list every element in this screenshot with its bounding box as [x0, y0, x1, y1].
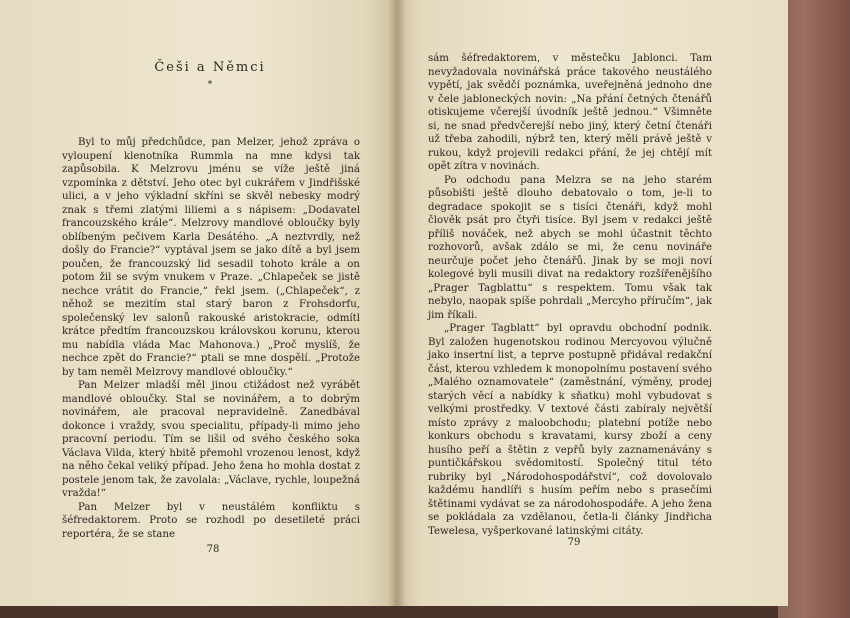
book-gutter [388, 0, 406, 606]
right-page-text [428, 52, 712, 538]
left-page [0, 0, 396, 606]
chapter-title: Češi a Němci [154, 60, 266, 75]
page-number-right: 79 [567, 537, 581, 548]
paragraph: „Prager Tagblatt“ byl opravdu obchodní podnik. Byl založen hugenotskou rodinou Mercyovou výlučně jako insertní list, a teprve postupně přidával redakční část, kterou vzhledem k monopolnímu postavení svého „Malého oznamovatele“ (zaměstnání, výměny, prodej starých věcí a nabídky k sňatku) mohl vybudovat s velkými prostředky. V textové části zabíraly největší místo zprávy z maloobchodu; platební potíže nebo konkurs obchodu s kravatami, kursy zboží a ceny husího peří a štětin z vepřů byly zaznamenávány s puntičkářskou svědomitostí. Společný titul této rubriky byl „Národohospodářství“, což dovolovalo každému handlíři s husím peřím nebo s prasečími štětinami vydávat se za národohospodáře. A jeho žena se pokládala za vzdělanou, četla-li články Jindřicha Tewelesa, vyšperkované latinskými citáty. [428, 323, 712, 537]
paragraph: Pan Melzer mladší měl jinou ctižádost než vyrábět mandlové obloučky. Stal se novinářem, a to dobrým novinářem, ale pracoval nepravidelně. Zanedbával dokonce i vraždy, svou specialitu, případy-li mimo jeho pracovní periodu. Tím se lišil od svého českého soka Václava Vilda, který hbitě přemohl vrozenou lenost, když na něho čekal veliký případ. Jeho žena ho mohla dostat z postele jenom tak, že zavolala: „Václave, rychle, loupežná vražda!“ [62, 380, 360, 499]
title-ornament: * [207, 80, 213, 90]
paragraph: Byl to můj předchůdce, pan Melzer, jehož zpráva o vyloupení klenotníka Rummla na mne kdysi tak zapůsobila. K Melzrovu jménu se víže ještě jiná vzpomínka z dětství. Jeho otec byl cukrářem v Jindřišské ulici, a v jeho výkladní skříni se skvěl nebesky modrý znak s třemi zlatými liliemi a s nápisem: „Dodavatel francouzského krále“. Melzrovy mandlové obloučky byly oblíbeným pečivem Karla Desátého. „A neztvrdly, než došly do Francie?“ vyptával jsem se jako dítě a byl jsem poučen, že francouzský lid sesadil tohoto krále a on potom žil se svým vnukem v Praze. „Chlapeček se jistě nechce vrátit do Francie,“ řekl jsem. („Chlapeček“, z něhož se mezitím stal starý baron z Frohsdorfu, společenský lev salonů rakouské aristokracie, odmítl krátce předtím francouzskou královskou korunu, kterou mu nabídla vláda Mac Mahonova.) „Proč myslíš, že nechce zpět do Francie?“ ptali se mne dospělí. „Protože by tam neměl Melzrovy mandlové obloučky.“ [62, 137, 360, 378]
page-number-left: 78 [206, 544, 220, 555]
left-page-text [62, 136, 360, 541]
paragraph: sám šéfredaktorem, v městečku Jablonci. Tam nevyžadovala novinářská práce takového neustálého vypětí, jak svědčí poznámka, uveřejněná jednoho dne v čele jabloneckých novin: „Na přání četných čtenářů otiskujeme včerejší úvodník ještě jednou.“ Všimněte si, ne snad předvčerejší nebo jiný, který četní čtenáři už třeba zahodili, nýbrž ten, který měli právě ještě v rukou, když projevili redakci přání, že jej chtějí mít opět zítra v novinách. [428, 53, 712, 172]
paragraph: Po odchodu pana Melzra se na jeho starém působišti ještě dlouho debatovalo o tom, je-li to degradace spokojit se s tisíci čtenáři, když mohl člověk psát pro čtyři tisíce. Byl jsem v redakci ještě příliš nováček, než abych se mohl účastnit těchto rozhovorů, avšak zdálo se mi, že cenu novináře neurčuje počet jeho čtenářů. Jinak by se moji noví kolegové byli musili divat na redaktory rozšířenějšího „Prager Tagblattu“ s respektem. Tomu však tak nebylo, naopak spíše pohrdali „Mercyho příručím“, jak jim říkali. [428, 174, 712, 321]
paragraph: Pan Melzer byl v neustálém konfliktu s šéfredaktorem. Proto se rozhodl po desetileté práci reportéra, že se stane [62, 501, 360, 540]
right-page [396, 0, 788, 606]
book-cover-edge [778, 0, 850, 618]
